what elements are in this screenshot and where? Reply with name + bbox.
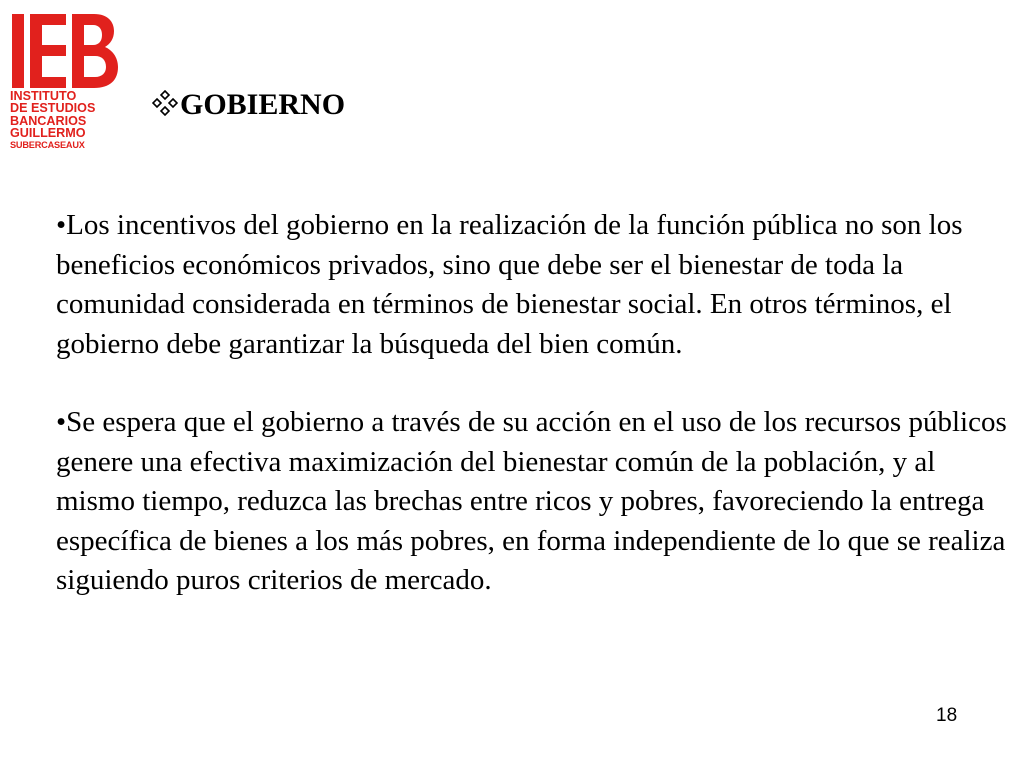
slide-body [56,206,1016,640]
slide-title-text: GOBIERNO [180,88,346,121]
four-diamond-bullet-icon [152,90,178,116]
logo-line: INSTITUTO [10,89,77,103]
logo-line: DE ESTUDIOS [10,101,96,116]
logo-wordmark [10,90,130,151]
institute-logo [10,12,130,160]
bullet-paragraph: •Se espera que el gobierno a través de su acción en el uso de los recursos públicos genere una efectiva maximización del bienestar común de la población, y al mismo tiempo, reduzca las brechas entre ricos y pobres, favoreciendo la entrega específica de bienes a los más pobres, en forma independiente de lo que se realiza siguiendo puros criterios de mercado. [56,406,1007,596]
logo-line: SUBERCASEAUX [10,139,85,150]
slide-title [152,86,345,124]
logo-line: GUILLERMO [10,126,86,141]
page-number: 18 [936,705,958,726]
logo-line: BANCARIOS [10,113,87,128]
bullet-paragraph: •Los incentivos del gobierno en la realización de la función pública no son los beneficios económicos privados, sino que debe ser el bienestar de toda la comunidad considerada en términos de bienestar social. En otros términos, el gobierno debe garantizar la búsqueda del bien común. [56,209,963,360]
ieb-monogram-icon [10,12,130,90]
